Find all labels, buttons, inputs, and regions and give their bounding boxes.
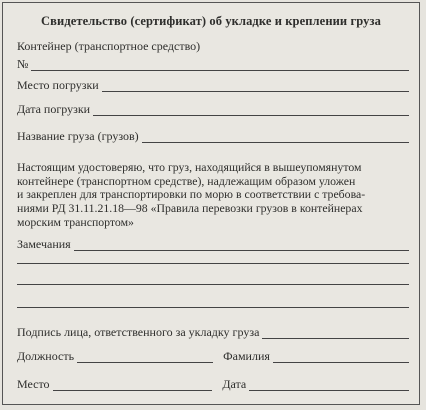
remarks-line[interactable] — [17, 307, 409, 308]
number-label: № — [17, 57, 29, 71]
place-date-row — [17, 377, 409, 391]
certification-line: ниями РД 31.11.21.18—98 «Правила перевозки грузов в контейнерах — [17, 201, 363, 216]
position-surname-row — [17, 349, 409, 363]
cargo-name-label: Название груза (грузов) — [17, 129, 139, 143]
date-label: Дата — [222, 377, 247, 391]
cargo-certificate-form — [2, 2, 420, 405]
certification-line: и закреплен для транспортировки по морю в соответствии с требова- — [17, 187, 366, 202]
form-title: Свидетельство (сертификат) об укладке и креплении груза — [41, 14, 381, 28]
surname-label: Фамилия — [223, 349, 270, 363]
loading-place-field[interactable] — [102, 80, 409, 92]
loading-date-field[interactable] — [93, 104, 409, 116]
date-field[interactable] — [249, 379, 409, 391]
number-field[interactable] — [31, 59, 409, 71]
remarks-label: Замечания — [17, 237, 71, 251]
container-label: Контейнер (транспортное средство) — [17, 39, 201, 53]
loading-place-label: Место погрузки — [17, 78, 99, 92]
position-label: Должность — [17, 349, 75, 363]
signature-field[interactable] — [262, 327, 409, 339]
remarks-field[interactable] — [74, 239, 409, 251]
surname-field[interactable] — [273, 351, 409, 363]
number-row — [17, 57, 409, 71]
remarks-row — [17, 237, 409, 251]
loading-place-row — [17, 78, 409, 92]
certification-text — [17, 161, 407, 230]
signature-row — [17, 325, 409, 339]
cargo-name-row — [17, 129, 409, 143]
loading-date-label: Дата погрузки — [17, 102, 91, 116]
certification-line: контейнере (транспортном средстве), надлежащим образом уложен — [17, 173, 356, 188]
loading-date-row — [17, 102, 409, 116]
position-field[interactable] — [77, 351, 213, 363]
container-row — [17, 39, 409, 53]
place-label: Место — [17, 377, 50, 391]
certification-line: Настоящим удостоверяю, что груз, находящийся в вышеупомянутом — [17, 160, 362, 174]
place-field[interactable] — [53, 379, 213, 391]
cargo-name-field[interactable] — [142, 131, 409, 143]
remarks-line[interactable] — [17, 284, 409, 285]
remarks-line[interactable] — [17, 263, 409, 264]
certification-line: морским транспортом» — [17, 214, 134, 229]
signature-label: Подпись лица, ответственного за укладку груза — [17, 325, 260, 339]
